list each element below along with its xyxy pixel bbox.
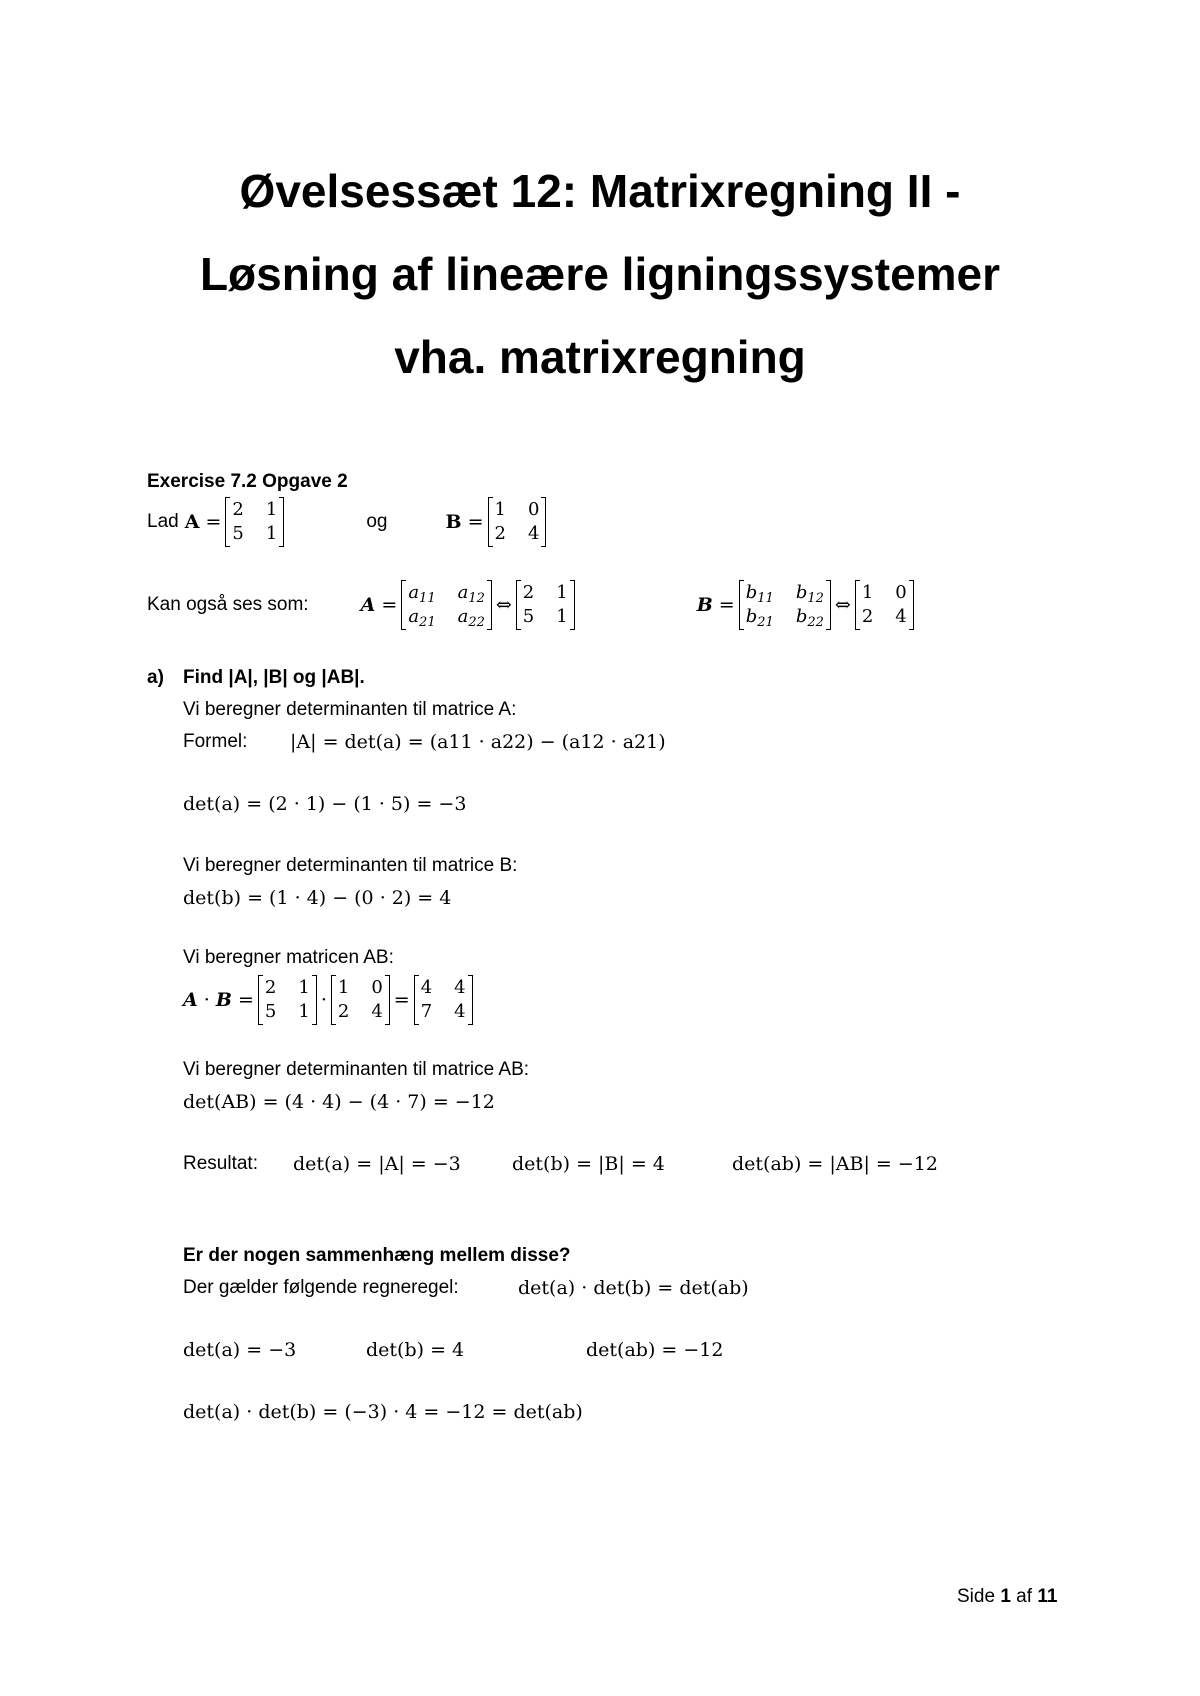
value-det-a: det(a) = −3 (183, 1339, 297, 1361)
title-line-3: vha. matrixregning (394, 331, 806, 383)
matrix-a: 2 1 5 1 (225, 497, 284, 547)
det-a-calculation: det(a) = (2 · 1) − (1 · 5) = −3 (183, 793, 467, 815)
numeric-matrix-a: 2 1 5 1 (516, 580, 575, 630)
part-a-heading: Find |A|, |B| og |AB|. (183, 667, 365, 688)
product-matrix-b: 1 0 2 4 (331, 975, 390, 1025)
matrix-product-row: A · B = 2 1 5 1 · 1 0 2 4 = 4 4 7 4 (183, 975, 477, 1025)
formel-label: Formel: (183, 731, 248, 752)
final-equation: det(a) · det(b) = (−3) · 4 = −12 = det(ab) (183, 1401, 583, 1423)
det-b-intro: Vi beregner determinanten til matrice B: (183, 855, 518, 876)
part-a-label: a) (147, 667, 164, 688)
result-det-a: det(a) = |A| = −3 (293, 1153, 461, 1175)
determinant-formula: |A| = det(a) = (a11 · a22) − (a12 · a21) (290, 731, 666, 753)
resultat-label: Resultat: (183, 1153, 258, 1174)
det-ab-intro: Vi beregner determinanten til matrice AB: (183, 1059, 530, 1080)
numeric-matrix-b: 1 0 2 4 (855, 580, 914, 630)
value-det-b: det(b) = 4 (366, 1339, 465, 1361)
page-footer: Side 1 af 11 (957, 1586, 1058, 1607)
regel-label: Der gælder følgende regneregel: (183, 1277, 459, 1298)
product-matrix-ab: 4 4 7 4 (414, 975, 473, 1025)
result-det-ab: det(ab) = |AB| = −12 (732, 1153, 938, 1175)
symbolic-matrix-b: $b_{11}$ $b_{12}$ $b_{21}$ $b_{22}$ (739, 580, 831, 630)
definition-row: Lad A = 2 1 5 1 og B = 1 0 2 4 (147, 497, 550, 547)
matrix-b: 1 0 2 4 (488, 497, 547, 547)
det-a-intro: Vi beregner determinanten til matrice A: (183, 699, 517, 720)
title-line-2: Løsning af lineære ligningssystemer (199, 248, 1001, 300)
alternative-notation-row: Kan også ses som: A = $a_{11}$ $a_{12}$ $a_{21}$ $a_{22}$ ⇔ 2 1 5 1 B = $b_{11}$ $b_{12}$ $b_{21}$ $b_{22}$ ⇔ 1 0 2 4 (147, 580, 918, 630)
det-ab-calculation: det(AB) = (4 · 4) − (4 · 7) = −12 (183, 1091, 495, 1113)
ab-intro: Vi beregner matricen AB: (183, 947, 394, 968)
sammenhaeng-heading: Er der nogen sammenhæng mellem disse? (183, 1245, 571, 1266)
current-page: 1 (1000, 1586, 1011, 1607)
page-title (100, 150, 1100, 399)
title-line-1: Øvelsessæt 12: Matrixregning II - (239, 165, 961, 217)
lad-label: Lad (147, 511, 179, 532)
result-det-b: det(b) = |B| = 4 (512, 1153, 665, 1175)
exercise-heading: Exercise 7.2 Opgave 2 (147, 471, 348, 492)
regel-formula: det(a) · det(b) = det(ab) (518, 1277, 749, 1299)
kan-ogsaa-label: Kan også ses som: (147, 594, 309, 615)
value-det-ab: det(ab) = −12 (586, 1339, 724, 1361)
total-pages: 11 (1037, 1586, 1058, 1607)
symbolic-matrix-a: $a_{11}$ $a_{12}$ $a_{21}$ $a_{22}$ (401, 580, 492, 630)
product-matrix-a: 2 1 5 1 (258, 975, 317, 1025)
og-label: og (366, 511, 388, 532)
det-b-calculation: det(b) = (1 · 4) − (0 · 2) = 4 (183, 887, 452, 909)
